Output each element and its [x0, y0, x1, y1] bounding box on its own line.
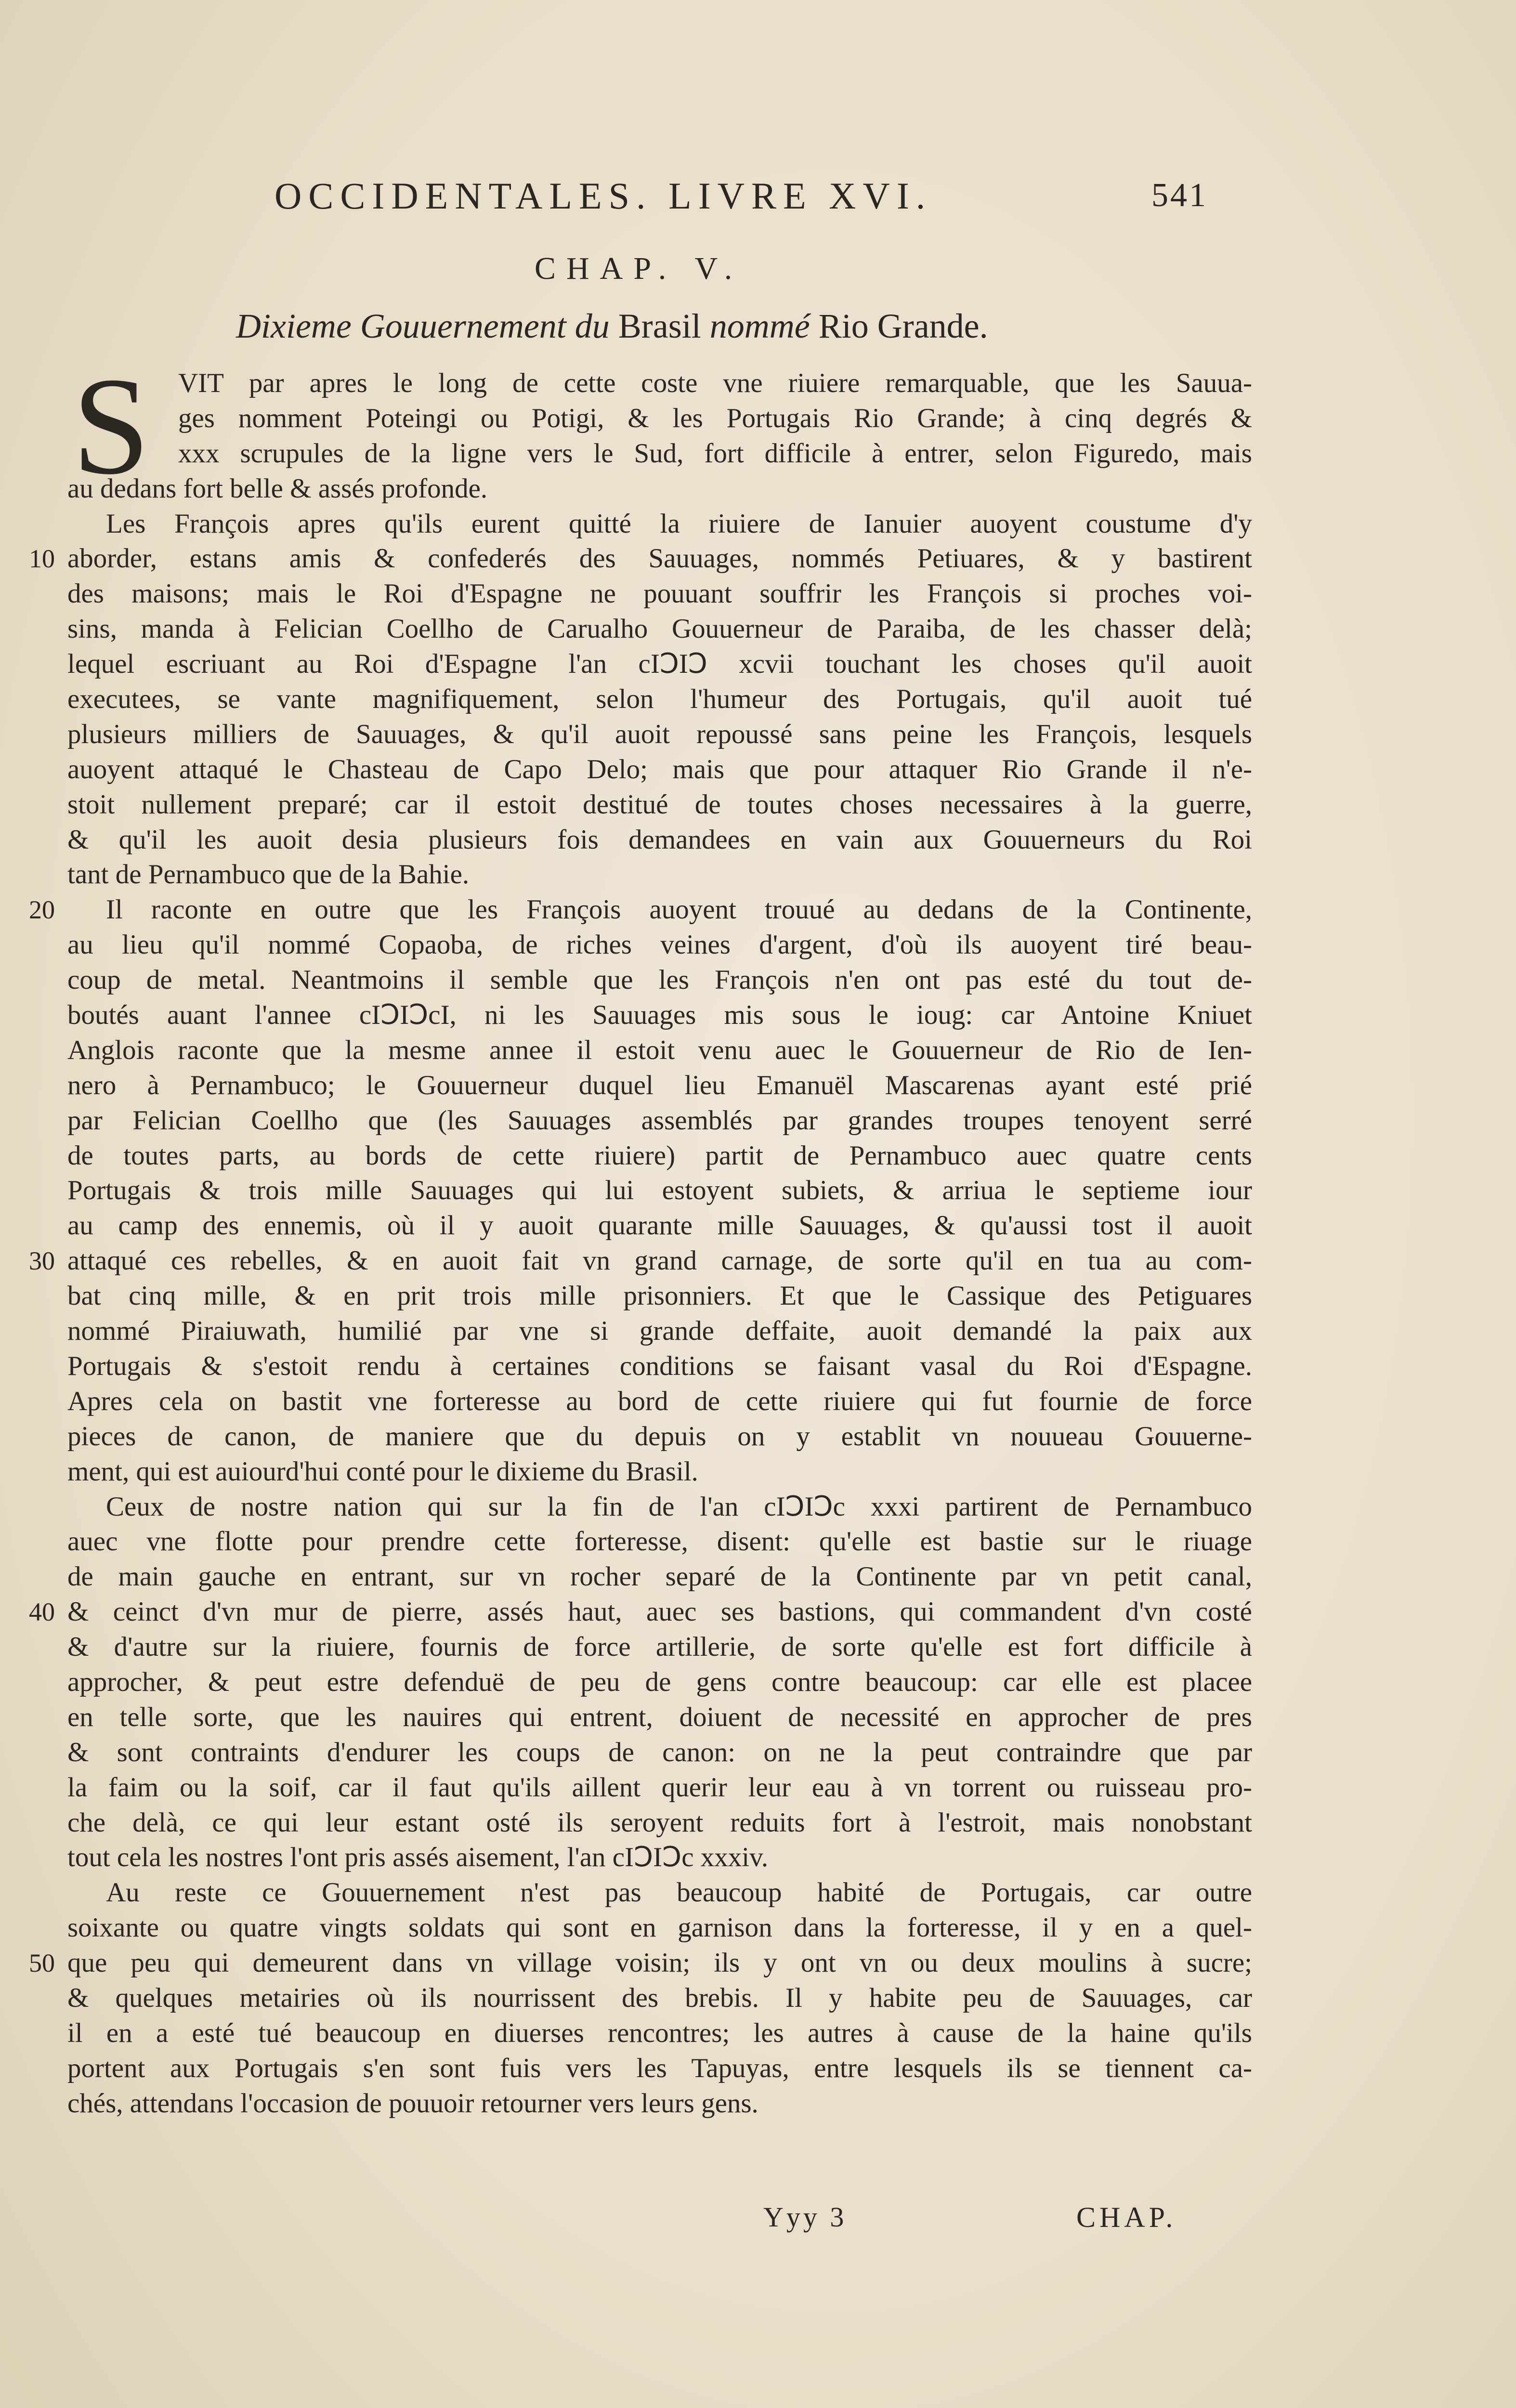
text-line — [67, 1630, 1252, 1665]
line-text: coup de metal. Neantmoins il semble que les François n'en ont pas esté du tout de- — [67, 965, 1252, 995]
line-text: Les François apres qu'ils eurent quitté la riuiere de Ianuier auoyent coustume d'y — [106, 508, 1252, 539]
line-text: chés, attendans l'occasion de pouuoir retourner vers leurs gens. — [67, 2088, 758, 2119]
line-number: 20 — [29, 895, 55, 925]
text-line — [67, 2051, 1252, 2086]
text-line — [67, 366, 1252, 401]
line-text: plusieurs milliers de Sauuages, & qu'il auoit repoussé sans peine les François, lesquels — [67, 719, 1252, 749]
subtitle-italic-1: Dixieme Gouuernement du — [236, 307, 610, 345]
text-line — [67, 647, 1252, 682]
line-text: pieces de canon, de maniere que du depuis on y establit vn nouueau Gouuerne- — [67, 1421, 1252, 1452]
text-line — [67, 717, 1252, 752]
line-text: auoyent attaqué le Chasteau de Capo Delo; mais que pour attaquer Rio Grande il n'e- — [67, 754, 1252, 785]
text-line — [67, 857, 1252, 892]
line-text: nommé Piraiuwath, humilié par vne si grande deffaite, auoit demandé la paix aux — [67, 1316, 1252, 1347]
line-text: nero à Pernambuco; le Gouuerneur duquel lieu Emanuël Mascarenas ayant esté prié — [67, 1070, 1252, 1100]
line-text: aborder, estans amis & confederés des Sauuages, nommés Petiuares, & y bastirent — [67, 543, 1252, 574]
text-line — [67, 1349, 1252, 1384]
line-text: & quelques metairies où ils nourrissent des brebis. Il y habite peu de Sauuages, car — [67, 1982, 1252, 2013]
line-number: 10 — [29, 544, 55, 574]
text-line — [29, 892, 1252, 928]
line-text: attaqué ces rebelles, & en auoit fait vn grand carnage, de sorte qu'il en tua au com- — [67, 1245, 1252, 1276]
line-text: de toutes parts, au bords de cette riuiere) partit de Pernambuco auec quatre cents — [67, 1140, 1252, 1171]
text-line — [67, 1490, 1252, 1525]
text-line — [67, 1208, 1252, 1243]
chapter-subtitle — [236, 306, 988, 346]
chapter-label: CHAP. V. — [535, 251, 743, 286]
line-text: ges nomment Poteingi ou Potigi, & les Portugais Rio Grande; à cinq degrés & — [178, 403, 1252, 433]
text-line — [67, 1314, 1252, 1349]
signature-mark: Yyy 3 — [763, 2201, 847, 2233]
text-line — [67, 1419, 1252, 1454]
text-line — [67, 1173, 1252, 1208]
text-line — [67, 998, 1252, 1033]
line-text: par Felician Coellho que (les Sauuages assemblés par grandes troupes tenoyent serré — [67, 1105, 1252, 1136]
line-text: la faim ou la soif, car il faut qu'ils aillent querir leur eau à vn torrent ou ruisseau pro- — [67, 1772, 1252, 1803]
line-text: au lieu qu'il nommé Copaoba, de riches veines d'argent, d'où ils auoyent tiré beau- — [67, 929, 1252, 960]
text-line — [67, 928, 1252, 963]
line-number: 40 — [29, 1597, 55, 1627]
text-line — [67, 576, 1252, 612]
line-text: Portugais & trois mille Sauuages qui lui estoyent subiets, & arriua le septieme iour — [67, 1175, 1252, 1206]
subtitle-roman-2: Rio Grande. — [818, 307, 988, 345]
text-line — [67, 1524, 1252, 1559]
line-text: sins, manda à Felician Coellho de Carualho Gouuerneur de Paraiba, de les chasser delà; — [67, 614, 1252, 644]
line-text: des maisons; mais le Roi d'Espagne ne pouuant souffrir les François si proches voi- — [67, 578, 1252, 609]
text-line — [29, 1946, 1252, 1981]
text-line — [67, 1981, 1252, 2016]
line-text: tant de Pernambuco que de la Bahie. — [67, 859, 470, 890]
line-text: che delà, ce qui leur estant osté ils seroyent reduits fort à l'estroit, mais nonobstant — [67, 1807, 1252, 1838]
text-line — [67, 612, 1252, 647]
text-line — [67, 963, 1252, 998]
subtitle-roman-1: Brasil — [618, 307, 701, 345]
text-line — [67, 2086, 1252, 2121]
line-text: & d'autre sur la riuiere, fournis de force artillerie, de sorte qu'elle est fort difficile à — [67, 1632, 1252, 1662]
line-text: tout cela les nostres l'ont pris assés aisement, l'an cIↃIↃc xxxiv. — [67, 1842, 769, 1873]
line-text: que peu qui demeurent dans vn village voisin; ils y ont vn ou deux moulins à sucre; — [67, 1948, 1252, 1978]
line-text: lequel escriuant au Roi d'Espagne l'an cIↃIↃ xcvii touchant les choses qu'il auoit — [67, 649, 1252, 680]
text-line — [67, 401, 1252, 436]
text-line — [67, 1384, 1252, 1419]
text-line — [67, 1735, 1252, 1770]
line-text: boutés auant l'annee cIↃIↃcI, ni les Sauuages mis sous le ioug: car Antoine Kniuet — [67, 1000, 1252, 1031]
text-line — [67, 682, 1252, 717]
text-line — [67, 1665, 1252, 1700]
subtitle-italic-2: nommé — [709, 307, 810, 345]
text-line — [67, 1770, 1252, 1806]
line-number: 50 — [29, 1949, 55, 1978]
text-line — [67, 823, 1252, 858]
line-text: soixante ou quatre vingts soldats qui sont en garnison dans la forteresse, il y en a quel- — [67, 1912, 1252, 1943]
text-line — [67, 1279, 1252, 1314]
line-text: en telle sorte, que les nauires qui entrent, doiuent de necessité en approcher de pres — [67, 1701, 1252, 1732]
line-text: executees, se vante magnifiquement, selon l'humeur des Portugais, qu'il auoit tué — [67, 684, 1252, 715]
text-line — [67, 1911, 1252, 1946]
line-text: & sont contraints d'endurer les coups de canon: on ne la peut contraindre que par — [67, 1737, 1252, 1767]
line-text: il en a esté tué beaucoup en diuerses rencontres; les autres à cause de la haine qu'ils — [67, 2017, 1252, 2048]
line-text: Au reste ce Gouuernement n'est pas beaucoup habité de Portugais, car outre — [106, 1877, 1252, 1908]
catchword: CHAP. — [1076, 2201, 1177, 2233]
line-text: VIT par apres le long de cette coste vne riuiere remarquable, que les Sauua- — [178, 368, 1252, 398]
text-line — [67, 471, 1252, 507]
line-text: & qu'il les auoit desia plusieurs fois demandees en vain aux Gouuerneurs du Roi — [67, 824, 1252, 855]
body-text — [29, 366, 1252, 2121]
text-line — [29, 541, 1252, 576]
text-line — [67, 1068, 1252, 1103]
line-text: au camp des ennemis, où il y auoit quarante mille Sauuages, & qu'aussi tost il auoit — [67, 1210, 1252, 1241]
running-head: OCCIDENTALES. LIVRE XVI. — [274, 175, 932, 217]
text-line — [67, 1103, 1252, 1139]
text-line — [67, 1454, 1252, 1490]
drop-cap: S — [72, 349, 150, 503]
text-line — [67, 1806, 1252, 1841]
text-line — [29, 1595, 1252, 1630]
text-line — [67, 1559, 1252, 1595]
text-line — [67, 1840, 1252, 1875]
line-text: de main gauche en entrant, sur vn rocher separé de la Continente par vn petit canal, — [67, 1561, 1252, 1592]
line-text: ment, qui est auiourd'hui conté pour le dixieme du Brasil. — [67, 1456, 698, 1487]
text-line — [67, 787, 1252, 823]
text-line — [67, 507, 1252, 542]
text-line — [67, 1700, 1252, 1735]
text-line — [67, 436, 1252, 471]
line-text: au dedans fort belle & assés profonde. — [67, 473, 488, 504]
line-text: auec vne flotte pour prendre cette forteresse, disent: qu'elle est bastie sur le riuage — [67, 1526, 1252, 1557]
text-line — [67, 2016, 1252, 2051]
line-text: & ceinct d'vn mur de pierre, assés haut, auec ses bastions, qui commandent d'vn costé — [67, 1597, 1252, 1627]
line-text: Anglois raconte que la mesme annee il estoit venu auec le Gouuerneur de Rio de Ien- — [67, 1034, 1252, 1065]
line-text: stoit nullement preparé; car il estoit destitué de toutes choses necessaires à la guerre, — [67, 789, 1252, 820]
text-line — [67, 752, 1252, 787]
line-text: Portugais & s'estoit rendu à certaines conditions se faisant vasal du Roi d'Espagne. — [67, 1350, 1252, 1381]
line-text: Ceux de nostre nation qui sur la fin de l'an cIↃIↃc xxxi partirent de Pernambuco — [106, 1491, 1252, 1522]
text-line — [29, 1243, 1252, 1279]
line-text: xxx scrupules de la ligne vers le Sud, fort difficile à entrer, selon Figuredo, mais — [178, 438, 1252, 469]
line-text: Il raconte en outre que les François auoyent trouué au dedans de la Continente, — [106, 894, 1252, 925]
page-number: 541 — [1151, 177, 1208, 214]
text-line — [67, 1033, 1252, 1068]
line-text: portent aux Portugais s'en sont fuis vers les Tapuyas, entre lesquels ils se tiennent ca- — [67, 2053, 1252, 2083]
line-text: Apres cela on bastit vne forteresse au bord de cette riuiere qui fut fournie de force — [67, 1386, 1252, 1416]
text-line — [67, 1875, 1252, 1911]
line-text: bat cinq mille, & en prit trois mille prisonniers. Et que le Cassique des Petiguares — [67, 1281, 1252, 1311]
text-line — [67, 1139, 1252, 1174]
line-text: approcher, & peut estre defenduë de peu de gens contre beaucoup: car elle est placee — [67, 1666, 1252, 1697]
line-number: 30 — [29, 1246, 55, 1276]
